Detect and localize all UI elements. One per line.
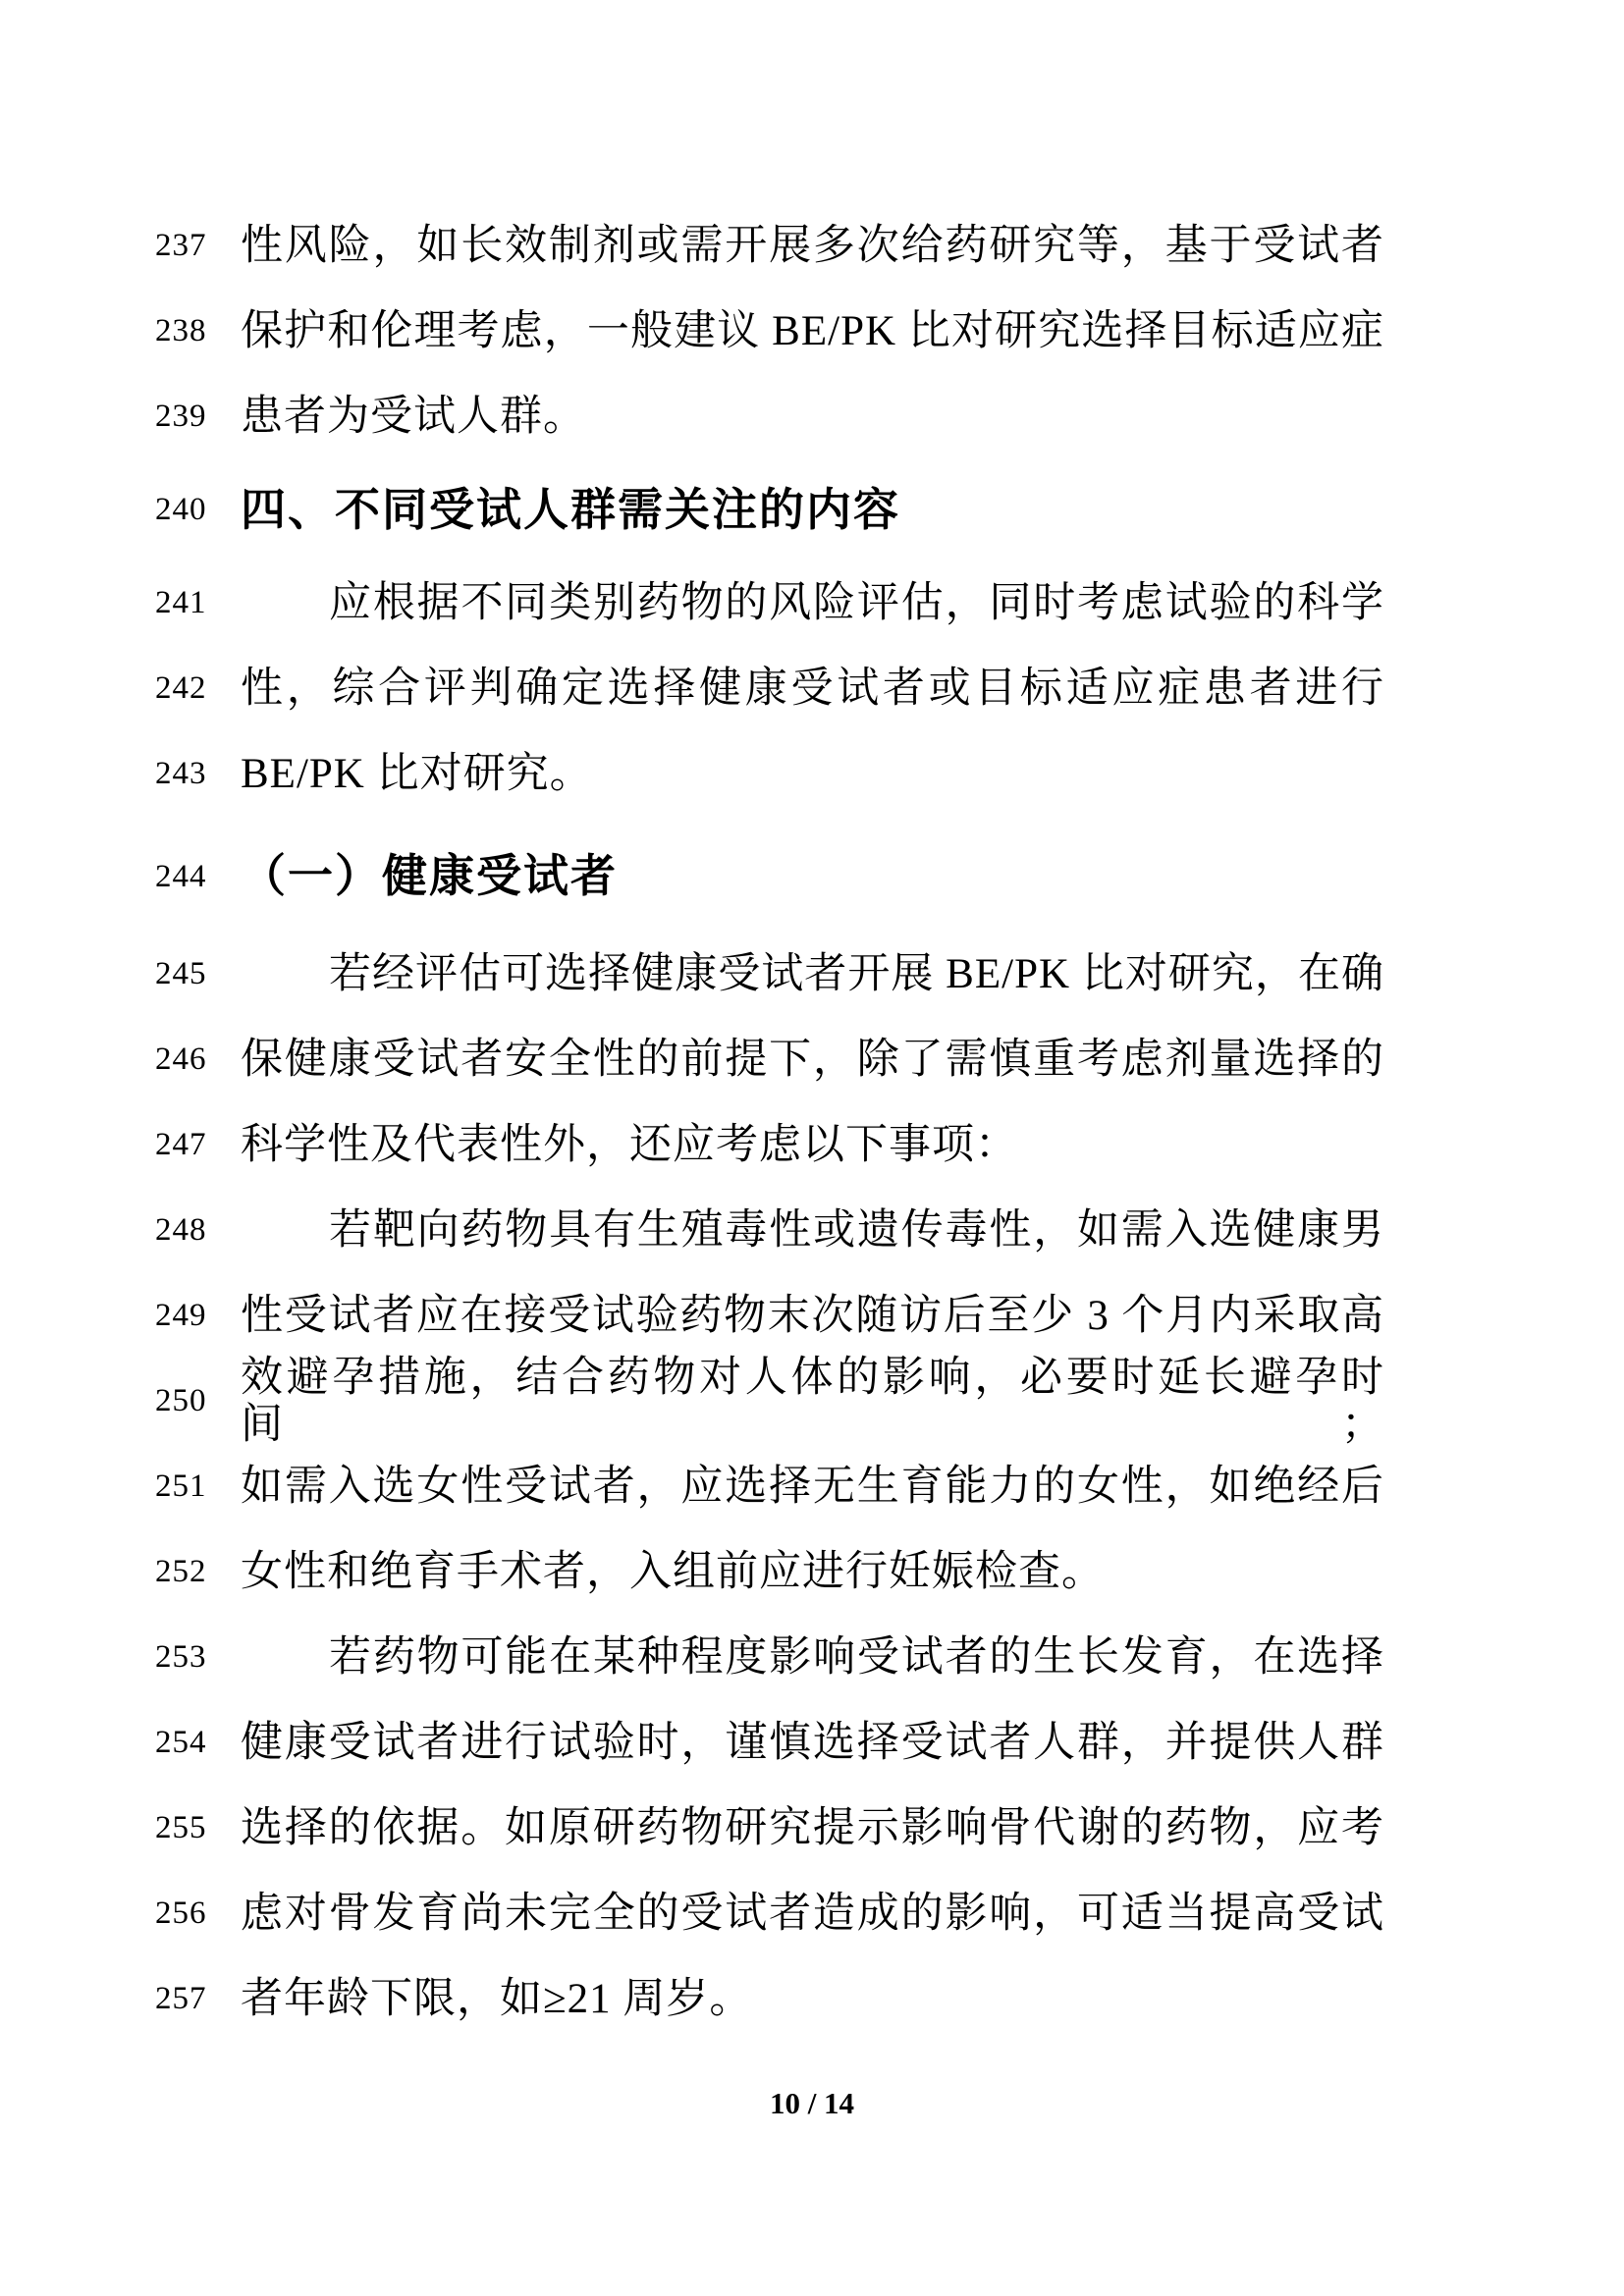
line-number: 257 xyxy=(155,1981,207,2016)
document-line xyxy=(155,289,1624,374)
line-text: 女性和绝育手术者，入组前应进行妊娠检查。 xyxy=(241,1548,1105,1595)
document-line xyxy=(155,203,1624,289)
line-text: 若靶向药物具有生殖毒性或遗传毒性，如需入选健康男 xyxy=(329,1206,1384,1254)
line-text: 患者为受试人群。 xyxy=(241,393,586,440)
line-number: 244 xyxy=(155,859,207,894)
page-number: 10 / 14 xyxy=(769,2086,855,2120)
document-line xyxy=(155,1273,1624,1359)
line-number: 256 xyxy=(155,1896,207,1931)
document-line xyxy=(155,1700,1624,1786)
line-number: 245 xyxy=(155,956,207,991)
document-line xyxy=(155,1956,1624,2042)
line-text: 科学性及代表性外，还应考虑以下事项： xyxy=(241,1121,1018,1168)
document-line xyxy=(155,1871,1624,1956)
document-line xyxy=(155,932,1624,1017)
line-text: 者年龄下限，如≥21 周岁。 xyxy=(241,1975,753,2022)
document-line xyxy=(155,1017,1624,1102)
line-text: BE/PK 比对研究。 xyxy=(241,750,593,797)
line-text: 保健康受试者安全性的前提下，除了需慎重考虑剂量选择的 xyxy=(241,1036,1384,1083)
document-line xyxy=(155,646,1624,731)
document-line xyxy=(155,1355,1624,1448)
line-number: 241 xyxy=(155,585,207,620)
line-text: 保护和伦理考虑，一般建议 BE/PK 比对研究选择目标适应症 xyxy=(241,307,1384,354)
line-text: 性受试者应在接受试验药物末次随访后至少 3 个月内采取高 xyxy=(241,1292,1384,1339)
page-footer xyxy=(0,2086,1624,2121)
line-number: 243 xyxy=(155,756,207,791)
line-number: 250 xyxy=(155,1383,207,1418)
document-line xyxy=(155,834,1624,920)
line-number: 238 xyxy=(155,313,207,348)
line-text: 如需入选女性受试者，应选择无生育能力的女性，如绝经后 xyxy=(241,1463,1384,1510)
line-number: 248 xyxy=(155,1212,207,1248)
line-text: 健康受试者进行试验时，谨慎选择受试者人群，并提供人群 xyxy=(241,1719,1384,1766)
line-number: 240 xyxy=(155,492,207,527)
document-line xyxy=(155,1786,1624,1871)
line-number: 251 xyxy=(155,1468,207,1504)
line-number: 246 xyxy=(155,1041,207,1077)
line-text: （一）健康受试者 xyxy=(241,851,618,902)
line-number: 242 xyxy=(155,670,207,706)
document-line xyxy=(155,561,1624,646)
document-line xyxy=(155,1444,1624,1529)
line-text: 选择的依据。如原研药物研究提示影响骨代谢的药物，应考 xyxy=(241,1804,1384,1851)
line-number: 254 xyxy=(155,1725,207,1760)
document-line xyxy=(155,1188,1624,1273)
line-text: 若药物可能在某种程度影响受试者的生长发育，在选择 xyxy=(329,1633,1384,1681)
line-number: 249 xyxy=(155,1298,207,1333)
line-text: 若经评估可选择健康受试者开展 BE/PK 比对研究，在确 xyxy=(329,950,1384,997)
line-text: 虑对骨发育尚未完全的受试者造成的影响，可适当提高受试 xyxy=(241,1890,1384,1937)
line-number: 255 xyxy=(155,1810,207,1845)
line-number: 247 xyxy=(155,1127,207,1162)
line-text: 性，综合评判确定选择健康受试者或目标适应症患者进行 xyxy=(241,665,1384,712)
line-number: 239 xyxy=(155,399,207,434)
line-text: 性风险，如长效制剂或需开展多次给药研究等，基于受试者 xyxy=(241,222,1384,269)
document-line xyxy=(155,467,1624,553)
line-text: 应根据不同类别药物的风险评估，同时考虑试验的科学 xyxy=(329,579,1384,626)
document-line xyxy=(155,1529,1624,1615)
line-number: 252 xyxy=(155,1554,207,1589)
line-text: 效避孕措施，结合药物对人体的影响，必要时延长避孕时间； xyxy=(241,1355,1384,1448)
document-line xyxy=(155,1615,1624,1700)
line-text: 四、不同受试人群需关注的内容 xyxy=(241,484,900,536)
document-line xyxy=(155,731,1624,817)
document-line xyxy=(155,1102,1624,1188)
document-line xyxy=(155,374,1624,459)
line-number: 253 xyxy=(155,1639,207,1675)
line-number: 237 xyxy=(155,228,207,263)
